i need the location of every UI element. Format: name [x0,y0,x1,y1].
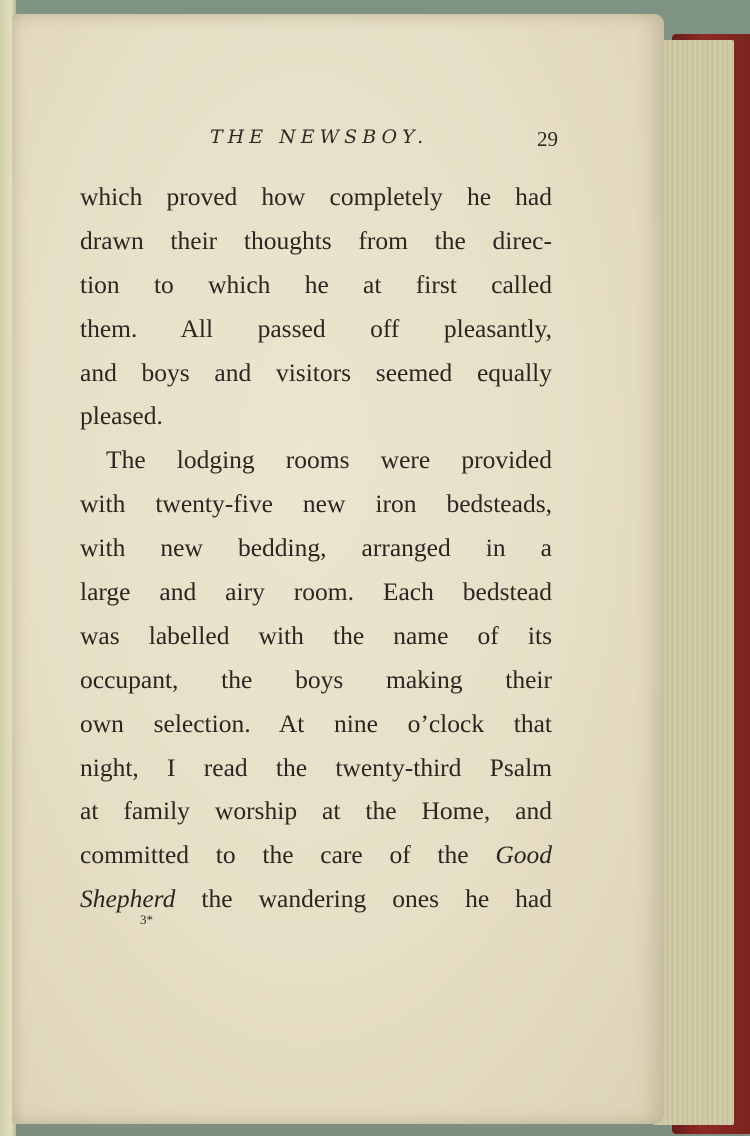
text-line: with new bedding, arranged in a [80,533,552,563]
text-line-with-italic [80,833,552,877]
text-fragment: the wandering ones he had [201,884,552,914]
text-line: at family worship at the Home, and [80,796,552,826]
body-text [80,175,552,921]
text-line: occupant, the boys making their [80,664,552,694]
text-line: tion to which he at first called [80,269,552,299]
page-number: 29 [537,127,558,151]
page-edges [654,40,734,1125]
text-line: which proved how completely he had [80,182,552,211]
text-line: The lodging rooms were provided [106,445,552,475]
italic-word-shepherd: Shepherd [80,884,176,914]
text-line: large and airy room. Each bedstead [80,577,552,607]
italic-word-good: Good [495,840,553,870]
signature-mark: 3* [140,912,153,927]
text-line: and boys and visitors seemed equally [80,357,552,387]
text-line: pleased. [80,401,163,431]
text-line: own selection. At nine o’clock that [80,708,552,738]
text-fragment: committed to the care of the [80,840,469,870]
text-line: with twenty-five new iron bedsteads, [80,489,552,519]
text-line: was labelled with the name of its [80,620,552,650]
text-line: them. All passed off pleasantly, [80,313,552,343]
text-line: drawn their thoughts from the direc- [80,225,552,255]
text-line: night, I read the twenty-third Psalm [80,752,552,782]
running-head: THE NEWSBOY. [210,126,429,148]
